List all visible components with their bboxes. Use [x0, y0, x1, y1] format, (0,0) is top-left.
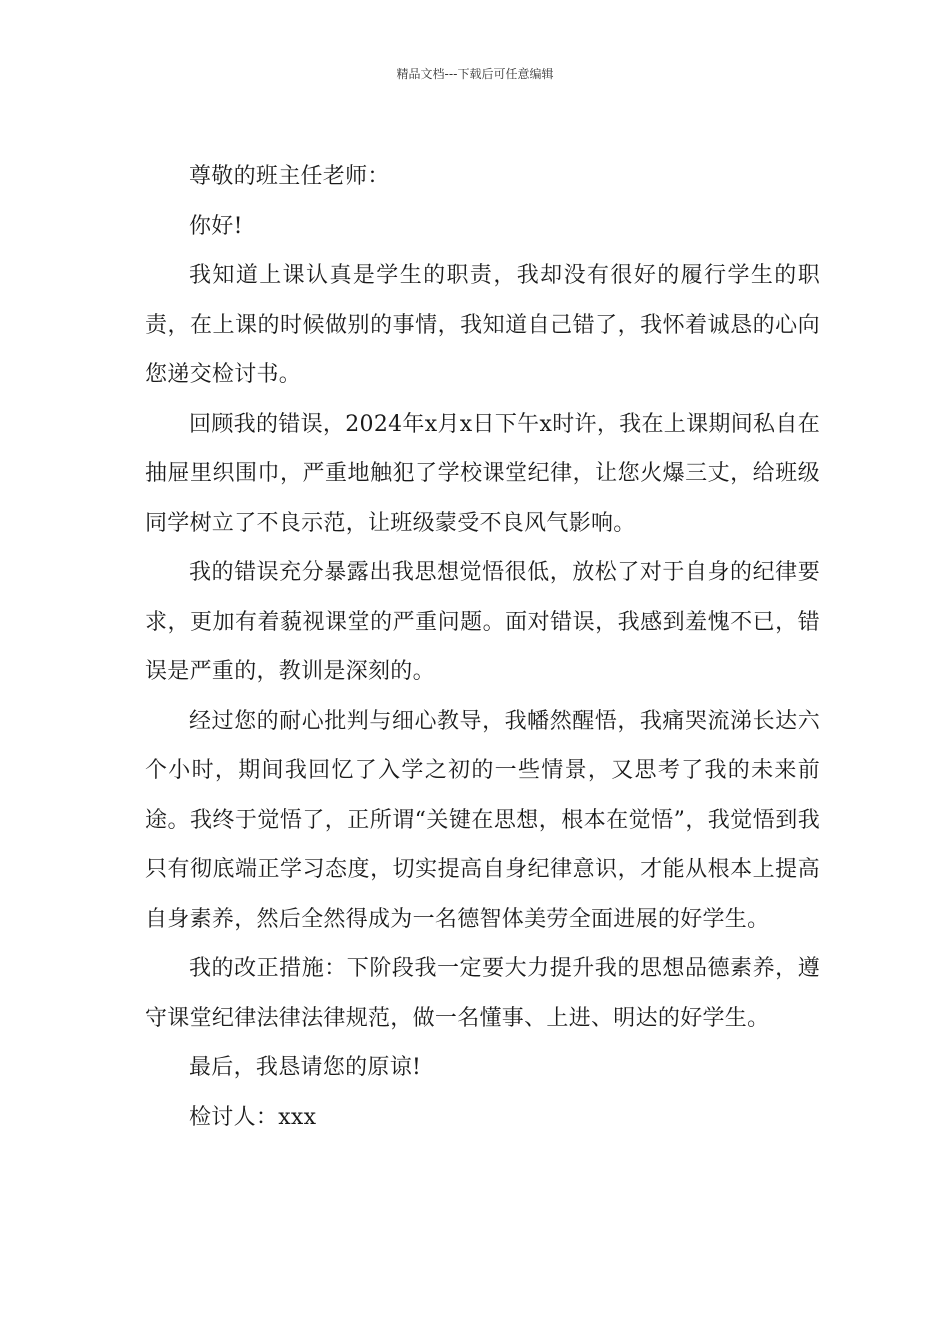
paragraph-reflection: 我的错误充分暴露出我思想觉悟很低，放松了对于自身的纪律要求，更加有着藐视课堂的严重问题。面对错误，我感到羞愧不已，错误是严重的，教训是深刻的。: [145, 560, 820, 684]
paragraph-measures: 我的改正措施：下阶段我一定要大力提升我的思想品德素养，遵守课堂纪律法律法律规范，做一名懂事、上进、明达的好学生。: [145, 956, 820, 1031]
greeting: 你好!: [189, 213, 243, 239]
signature-line: 检讨人：xxx: [189, 1104, 317, 1130]
salutation: 尊敬的班主任老师：: [189, 164, 390, 189]
paragraph-review: 回顾我的错误，2024年x月x日下午x时许，我在上课期间私自在抽屉里织围巾，严重地触犯了学校课堂纪律，让您火爆三丈，给班级同学树立了不良示范，让班级蒙受不良风气影响。: [145, 411, 820, 536]
paragraph-awakening: 经过您的耐心批判与细心教导，我幡然醒悟，我痛哭流涕长达六个小时，期间我回忆了入学之初的一些情景，又思考了我的未来前途。我终于觉悟了，正所谓“关键在思想，根本在觉悟”，我觉悟到我只有彻底端正学习态度，切实提高自身纪律意识，才能从根本上提高自身素养，然后全然得成为一名德智体美劳全面进展的好学生。: [145, 708, 820, 932]
letter-body: [145, 152, 820, 1142]
closing-line: 最后，我恳请您的原谅!: [189, 1055, 422, 1080]
page-header: 精品文档---下载后可任意编辑: [396, 67, 554, 81]
paragraph-duty: 我知道上课认真是学生的职责，我却没有很好的履行学生的职责，在上课的时候做别的事情，我知道自己错了，我怀着诚恳的心向您递交检讨书。: [145, 263, 820, 387]
